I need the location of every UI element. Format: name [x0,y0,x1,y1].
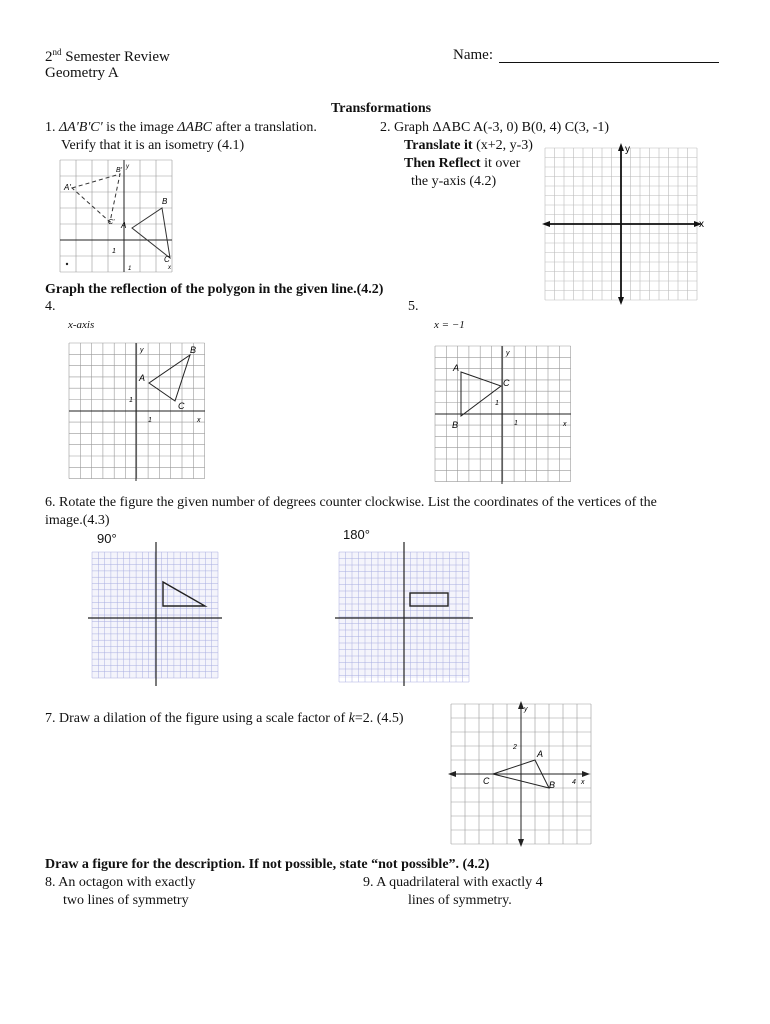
title-text: Semester Review [61,49,170,65]
q6-angle-90: 90° [97,531,117,546]
q6-graph-180 [339,552,473,686]
title-number: 2 [45,49,53,65]
q4-graph [69,343,209,483]
reflection-heading: Graph the reflection of the polygon in the given line.(4.2) [45,282,384,297]
q1-label-a: A [121,221,127,230]
q9-line2: lines of symmetry. [408,893,512,908]
q1-image-shape [72,174,120,222]
q2-translate-bold: Translate it [404,138,473,153]
q2-translate-rest: (x+2, y-3) [472,138,533,153]
q5-label-a: A [453,363,460,373]
q1-label-one-y: 1 [112,248,116,255]
q4-label-y: y [140,347,144,354]
q7-label-a: A [537,749,544,759]
semester-title [45,48,170,65]
q1-label-one-x: 1 [128,266,132,272]
q1-label-c-prime: C' [108,219,115,226]
q1-label-b: B [162,197,168,206]
q5-label-y: y [506,350,510,357]
name-field[interactable] [499,62,719,63]
q1-label-a-prime: A' [64,183,71,192]
q5-label-b: B [452,420,459,430]
q4-label-one-x: 1 [148,417,152,424]
q4-triangle [149,355,190,401]
q2-translate [404,139,533,153]
section-title: Transformations [331,101,432,116]
q1-preimage-shape [132,208,170,258]
q1-label-y: y [126,164,129,170]
q5-label-c: C [503,378,510,388]
q7-label-c: C [483,776,490,786]
q2-reflect-rest: it over [480,156,521,171]
q7-label-x: x [581,779,585,786]
q7-text-a: 7. Draw a dilation of the figure using a scale factor of [45,711,349,726]
q4-label-b: B [190,345,197,355]
q1-image-triangle: ΔA'B'C' [59,120,103,135]
q5-triangle [461,372,501,416]
q2-label-y: y [625,144,630,155]
name-label: Name: [453,47,493,63]
title-superscript: nd [52,47,62,57]
q8-line1: 8. An octagon with exactly [45,875,196,890]
q5-label-one-x: 1 [514,420,518,427]
draw-heading: Draw a figure for the description. If not possible, state “not possible”. (4.2) [45,857,490,872]
q5-graph [435,346,575,486]
q2-graph [545,144,710,308]
q1-text [45,121,317,135]
q7-label-y: y [524,706,528,713]
q4-label-x: x [197,417,201,424]
q1-text-d: after a translation. [211,120,317,135]
q6-text2: image.(4.3) [45,513,110,528]
q5-line: x = −1 [434,319,465,331]
q5-label-one-y: 1 [495,400,499,407]
q2-line1: 2. Graph ΔABC A(-3, 0) B(0, 4) C(3, -1) [380,120,610,135]
q7-label-b: B [549,780,556,790]
q5-number: 5. [408,299,419,314]
q1-number: 1. [45,120,56,135]
q1-text-b: is the image [102,120,178,135]
q4-number: 4. [45,299,56,314]
q6-graph-90 [92,552,222,686]
q4-label-a: A [139,373,146,383]
q7-text [45,712,404,726]
q1-label-b-prime: B' [116,167,123,174]
q1-preimage-triangle: ΔABC [177,120,212,135]
q5-label-x: x [563,421,567,428]
q7-label-two: 2 [513,744,517,751]
q7-text-b: =2. (4.5) [354,711,404,726]
q9-line1: 9. A quadrilateral with exactly 4 [363,875,543,890]
q2-reflect [404,157,520,171]
q2-label-x: x [699,219,704,230]
q6-angle-180: 180° [343,527,370,542]
q2-reflect-bold: Then Reflect [404,156,481,171]
q4-line: x-axis [68,319,95,331]
q4-label-one-y: 1 [129,397,133,404]
q7-label-four: 4 [572,779,576,786]
q1-label-c: C [164,255,170,264]
q1-graph [60,160,178,275]
q4-label-c: C [178,401,185,411]
q6-text: 6. Rotate the figure the given number of degrees counter clockwise. List the coordinates of the vertices of the [45,495,657,510]
q7-graph [451,704,591,846]
course-name: Geometry A [45,65,119,81]
q7-k: k [348,711,355,726]
q2-line4: the y-axis (4.2) [411,174,497,189]
q1-line2: Verify that it is an isometry (4.1) [61,138,245,153]
q1-label-x: x [168,265,171,271]
q8-line2: two lines of symmetry [63,893,189,908]
